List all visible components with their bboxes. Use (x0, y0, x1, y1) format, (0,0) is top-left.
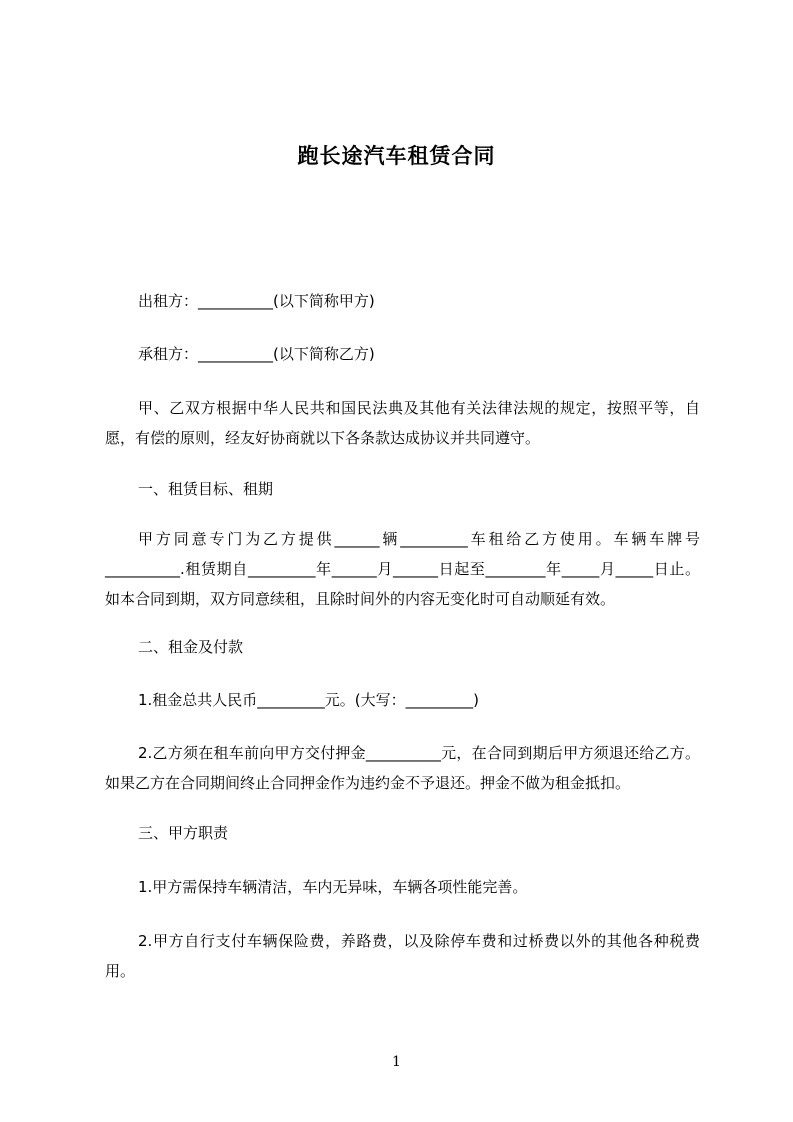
section1-body: 甲方同意专门为乙方提供______辆_________车租给乙方使用。车辆车牌号__________.租赁期自_________年______月______日起至________年_____月_____日止。如本合同到期，双方同意续租，且除时间外的内容无变化时可自动顺延有效。 (105, 530, 700, 608)
section3-item2: 2.甲方自行支付车辆保险费，养路费，以及除停车费和过桥费以外的其他各种税费用。 (105, 932, 700, 980)
section1-heading: 一、租赁目标、租期 (138, 480, 274, 498)
section3-item1: 1.甲方需保持车辆清洁，车内无异味，车辆各项性能完善。 (138, 878, 528, 896)
preamble-paragraph: 甲、乙双方根据中华人民共和国民法典及其他有关法律法规的规定，按照平等，自愿，有偿的原则，经友好协商就以下各条款达成协议并共同遵守。 (105, 399, 700, 447)
lessee-line: 承租方：__________(以下简称乙方) (138, 345, 375, 363)
document-title: 跑长途汽车租赁合同 (297, 144, 496, 168)
page-number: 1 (392, 1054, 401, 1070)
section2-item2: 2.乙方须在租车前向甲方交付押金__________元，在合同到期后甲方须退还给乙方。如果乙方在合同期间终止合同押金作为违约金不予退还。押金不做为租金抵扣。 (105, 744, 700, 792)
section2-item1: 1.租金总共人民币_________元。(大写：_________) (138, 691, 480, 709)
lessor-line: 出租方：__________(以下简称甲方) (138, 292, 375, 310)
section2-heading: 二、租金及付款 (138, 638, 244, 656)
section3-heading: 三、甲方职责 (138, 824, 229, 842)
